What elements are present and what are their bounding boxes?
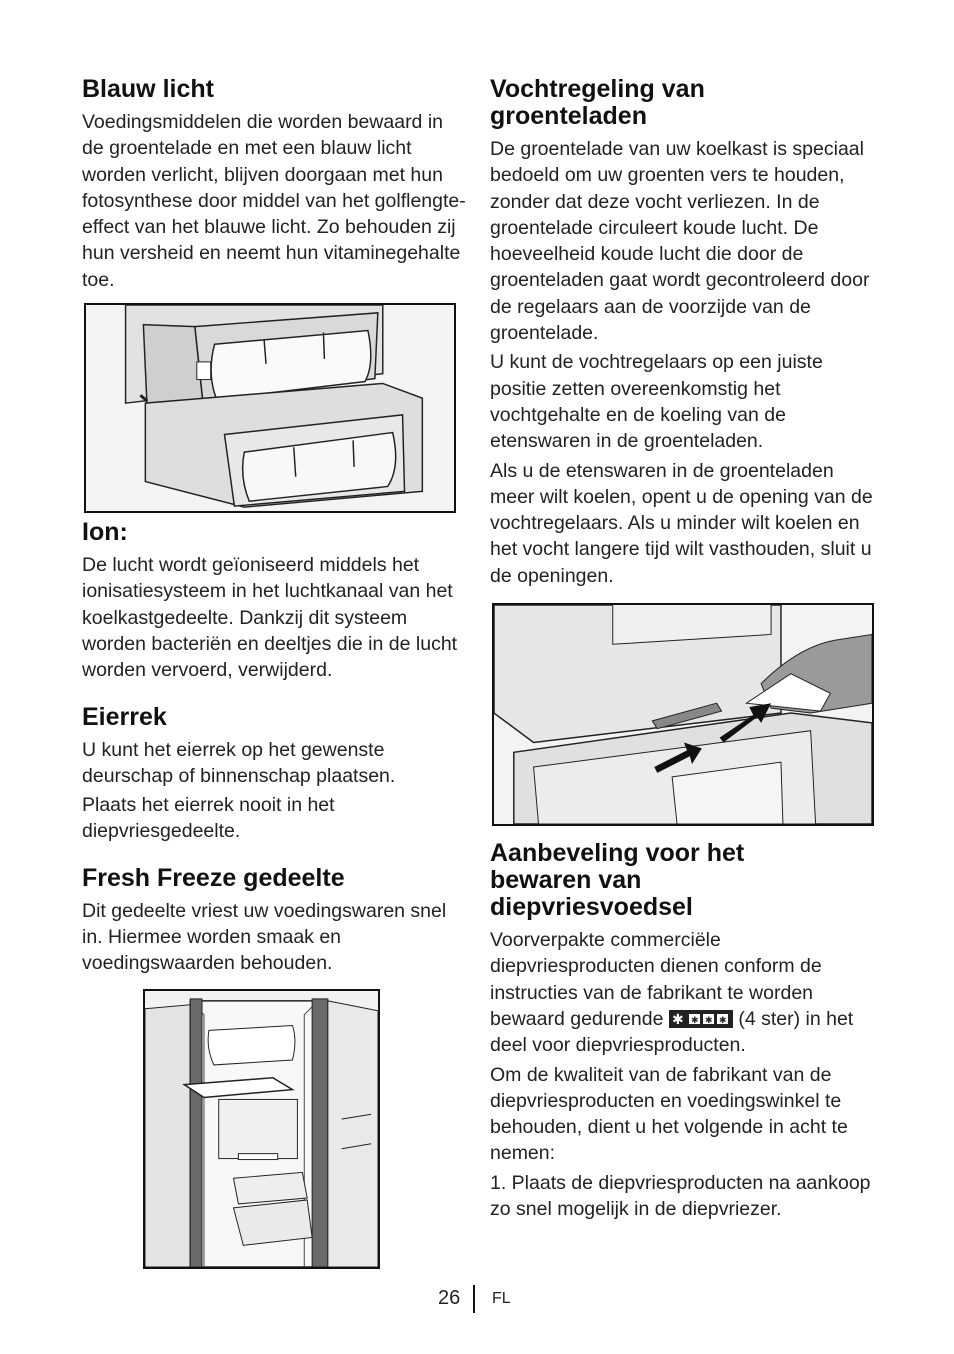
- svg-text:✱: ✱: [671, 1011, 684, 1028]
- paragraph-eierrek-2: Plaats het eierrek nooit in het diepvriesgedeelte.: [82, 794, 335, 843]
- heading-blauw-licht: Blauw licht: [82, 75, 214, 103]
- svg-text:✱: ✱: [704, 1015, 713, 1026]
- heading-vochtregeling: Vochtregeling van groenteladen: [490, 75, 705, 130]
- paragraph-blauw-licht: Voedingsmiddelen die worden bewaard in de groentelade en met een blauw licht worden verlicht, blijven doorgaan met hun fotosynthese door middel van het golflengte-effect van het blauwe licht. Zo behouden zij hun versheid en neemt hun vitaminegehalte toe.: [82, 111, 466, 291]
- heading-aanbeveling: Aanbeveling voor het bewaren van diepvriesvoedsel: [490, 839, 745, 922]
- paragraph-eierrek-1: U kunt het eierrek op het gewenste deurschap of binnenschap plaatsen.: [82, 738, 396, 787]
- heading-eierrek: Eierrek: [82, 702, 167, 731]
- svg-text:✱: ✱: [718, 1015, 727, 1026]
- section-aanbeveling: [490, 840, 875, 1222]
- four-star-freezer-icon: [669, 1009, 733, 1027]
- right-column: [490, 76, 875, 1242]
- left-column: [82, 76, 467, 1269]
- paragraph-aanbeveling-1-before: Voorverpakte commerciële diepvriesproducten dienen conform de instructies van de fabrikant te worden bewaard gedurende: [490, 929, 822, 1030]
- humidity-control-illustration: [492, 603, 874, 826]
- heading-ion: Ion:: [82, 518, 128, 547]
- language-code: FL: [492, 1290, 511, 1307]
- page-number: 26: [438, 1287, 461, 1309]
- paragraph-aanbeveling-2: Om de kwaliteit van de fabrikant van de diepvriesproducten en voedingswinkel te behouden, dient u het volgende in acht te nemen:: [490, 1063, 848, 1165]
- paragraph-aanbeveling-1: [490, 927, 875, 1058]
- section-blauw-licht: [82, 76, 467, 293]
- section-fresh-freeze: [82, 865, 467, 977]
- paragraph-vocht-1: De groentelade van uw koelkast is speciaal bedoeld om uw groenten vers te houden, zonder dat deze vocht verliezen. In de groentelade circuleert koude lucht. De hoeveelheid koude lucht die door de groenteladen gaat wordt gecontroleerd door de regelaars aan de voorzijde van de groentelade.: [490, 138, 870, 345]
- page-footer: [0, 1285, 954, 1315]
- crisper-drawers-illustration: [84, 303, 456, 513]
- paragraph-aanbeveling-1-after: (4 ster) in het deel voor diepvriesproducten.: [490, 1007, 854, 1057]
- paragraph-aanbeveling-3: 1. Plaats de diepvriesproducten na aankoop zo snel mogelijk in de diepvriezer.: [490, 1171, 871, 1221]
- footer-divider: [473, 1285, 475, 1313]
- heading-fresh-freeze: Fresh Freeze gedeelte: [82, 863, 345, 892]
- paragraph-ion: De lucht wordt geïoniseerd middels het ionisatiesysteem in het luchtkanaal van het koelkastgedeelte. Dankzij dit systeem worden bacteriën en deeltjes die in de lucht worden vervoerd, verwijderd.: [82, 554, 458, 682]
- paragraph-vocht-3: Als u de etenswaren in de groenteladen meer wilt koelen, opent u de opening van de vochtregelaars. Als u minder wilt koelen en het vocht langere tijd wilt vasthouden, sluit u de openingen.: [490, 459, 873, 587]
- paragraph-vocht-2: U kunt de vochtregelaars op een juiste positie zetten overeenkomstig het vochtgehalte en de koeling van de etenswaren in de groenteladen.: [490, 351, 823, 453]
- section-vochtregeling: [490, 76, 875, 589]
- paragraph-fresh-freeze: Dit gedeelte vriest uw voedingswaren snel in. Hiermee worden smaak en voedingswaarden behouden.: [82, 899, 447, 975]
- svg-text:✱: ✱: [690, 1015, 699, 1026]
- section-ion: [82, 519, 467, 683]
- section-eierrek: [82, 704, 467, 845]
- freezer-compartment-illustration: [143, 989, 380, 1269]
